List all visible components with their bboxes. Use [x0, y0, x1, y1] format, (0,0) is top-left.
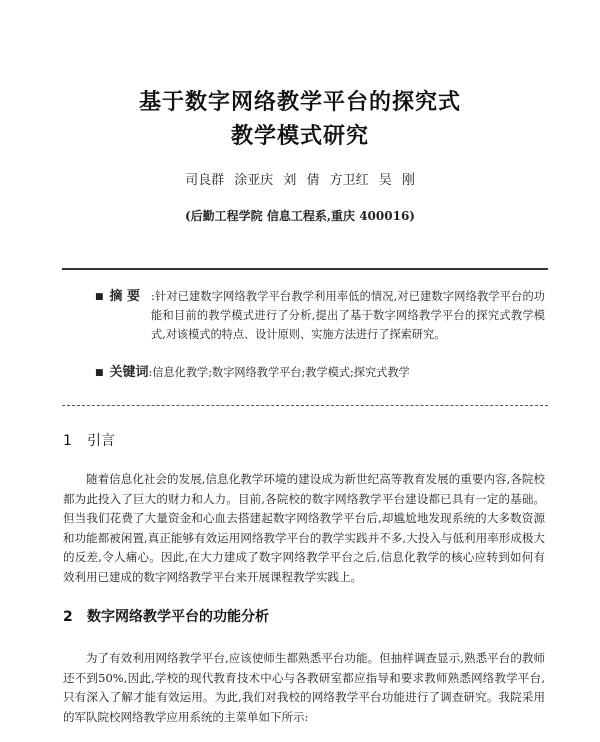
author-list: 司良群 涂亚庆 刘 倩 方卫红 吴 刚	[185, 173, 415, 188]
top-divider	[62, 268, 548, 270]
section-heading-1	[63, 430, 115, 450]
abstract-text: :针对已建数字网络教学平台教学利用率低的情况,对已建数字网络教学平台的功能和目前的教学模式进行了分析,提出了基于数字网络教学平台的探究式教学模式,对该模式的特点、设计原则、实施方法进行了探索研究。	[151, 290, 545, 341]
section-2-paragraph: 为了有效利用网络教学平台,应该使师生都熟悉平台功能。但抽样调查显示,熟悉平台的教师还不到50%,因此,学校的现代教育技术中心与各教研室都应指导和要求教师熟悉网络教学平台,只有深入了解才能有效运用。为此,我们对我校的网络教学平台功能进行了调查研究。我院采用的军队院校网络教学应用系统的主菜单如下所示:	[63, 651, 545, 724]
section-number: 1	[63, 433, 72, 449]
affiliation: (后勤工程学院 信息工程系,重庆 400016)	[185, 209, 415, 223]
section-number: 2	[63, 609, 73, 625]
paper-title-line-2: 教学模式研究	[230, 124, 369, 149]
paper-title-line-1: 基于数字网络教学平台的探究式	[138, 90, 461, 115]
abstract-block	[95, 287, 545, 344]
keywords-block	[95, 363, 545, 383]
keywords-label	[95, 365, 149, 380]
square-bullet-icon: ■	[95, 368, 104, 378]
abstract-label	[95, 287, 150, 307]
dashed-divider	[62, 405, 548, 406]
square-bullet-icon: ■	[95, 292, 104, 302]
section-heading-2	[63, 606, 269, 626]
keywords-text: :信息化教学;数字网络教学平台;教学模式;探究式教学	[148, 366, 410, 379]
section-title: 引言	[87, 433, 115, 449]
section-title: 数字网络教学平台的功能分析	[87, 609, 269, 625]
abstract-label-text: 摘 要	[109, 289, 141, 304]
section-1-paragraph: 随着信息化社会的发展,信息化教学环境的建设成为新世纪高等教育发展的重要内容,各院校都为此投入了巨大的财力和人力。目前,各院校的数字网络教学平台建设都已具有一定的基础。但当我们花费了大量资金和心血去搭建起数字网络教学平台后,却尴尬地发现系统的大多数资源和功能都被闲置,真正能够有效运用网络教学平台的教学实践并不多,大投入与低利用率形成极大的反差,令人痛心。因此,在大力建成了数字网络教学平台之后,信息化教学的核心应转到如何有效利用已建成的数字网络教学平台来开展课程教学实践上。	[63, 472, 545, 584]
keywords-label-text: 关键词	[109, 365, 149, 380]
